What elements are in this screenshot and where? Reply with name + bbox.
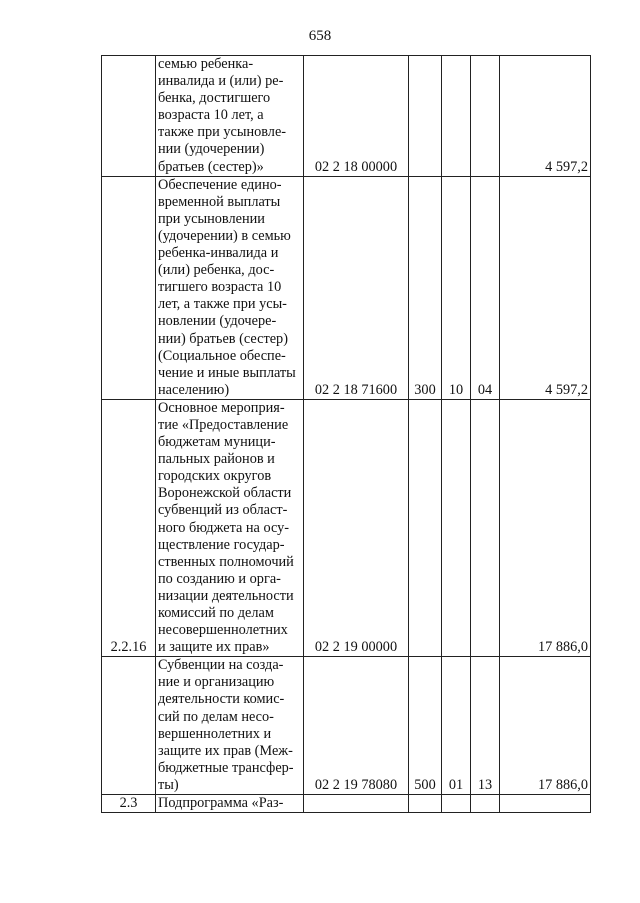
- expense-type: [409, 795, 442, 813]
- table-row: [102, 176, 591, 399]
- target-code: 02 2 19 78080: [304, 657, 409, 795]
- row-number: [102, 56, 156, 177]
- expense-type: [409, 56, 442, 177]
- table-row: [102, 399, 591, 656]
- target-code: [304, 795, 409, 813]
- table-row: [102, 56, 591, 177]
- page-number: 658: [308, 28, 332, 44]
- section-code: [442, 56, 471, 177]
- table-row: [102, 795, 591, 813]
- row-name: Субвенции на созда- ние и организацию деятельности комис- сий по делам несо- вершеннолетних и защите их прав (Меж- бюджетные трансфер- ты): [156, 657, 304, 795]
- expense-type: [409, 399, 442, 656]
- amount: 4 597,2: [500, 56, 591, 177]
- target-code: 02 2 19 00000: [304, 399, 409, 656]
- amount: [500, 795, 591, 813]
- subsection-code: [471, 795, 500, 813]
- row-number: 2.2.16: [102, 399, 156, 656]
- expense-type: 500: [409, 657, 442, 795]
- table-row: [102, 657, 591, 795]
- amount: 17 886,0: [500, 399, 591, 656]
- section-code: 01: [442, 657, 471, 795]
- subsection-code: [471, 56, 500, 177]
- row-number: 2.3: [102, 795, 156, 813]
- row-number: [102, 176, 156, 399]
- budget-table: [101, 55, 591, 813]
- row-name: семью ребенка- инвалида и (или) ре- бенка, достигшего возраста 10 лет, а также при усыновле- нии (удочерении) братьев (сестер)»: [156, 56, 304, 177]
- expense-type: 300: [409, 176, 442, 399]
- section-code: [442, 399, 471, 656]
- subsection-code: 04: [471, 176, 500, 399]
- row-number: [102, 657, 156, 795]
- row-name: Основное мероприя- тие «Предоставление бюджетам муници- пальных районов и городских округов Воронежской области субвенций из област- ного бюджета на осу- ществление государ- ственных полномочий по созданию и орга- низации деятельности комиссий по делам несовершеннолетних и защите их прав»: [156, 399, 304, 656]
- amount: 17 886,0: [500, 657, 591, 795]
- target-code: 02 2 18 71600: [304, 176, 409, 399]
- section-code: [442, 795, 471, 813]
- section-code: 10: [442, 176, 471, 399]
- subsection-code: 13: [471, 657, 500, 795]
- amount: 4 597,2: [500, 176, 591, 399]
- row-name: Подпрограмма «Раз-: [156, 795, 304, 813]
- target-code: 02 2 18 00000: [304, 56, 409, 177]
- subsection-code: [471, 399, 500, 656]
- row-name: Обеспечение едино- временной выплаты при усыновлении (удочерении) в семью ребенка-инвалида и (или) ребенка, дос- тигшего возраста 10 лет, а также при усы- новлении (удочере- нии) братьев (сестер) (Социальное обеспе- чение и иные выплаты населению): [156, 176, 304, 399]
